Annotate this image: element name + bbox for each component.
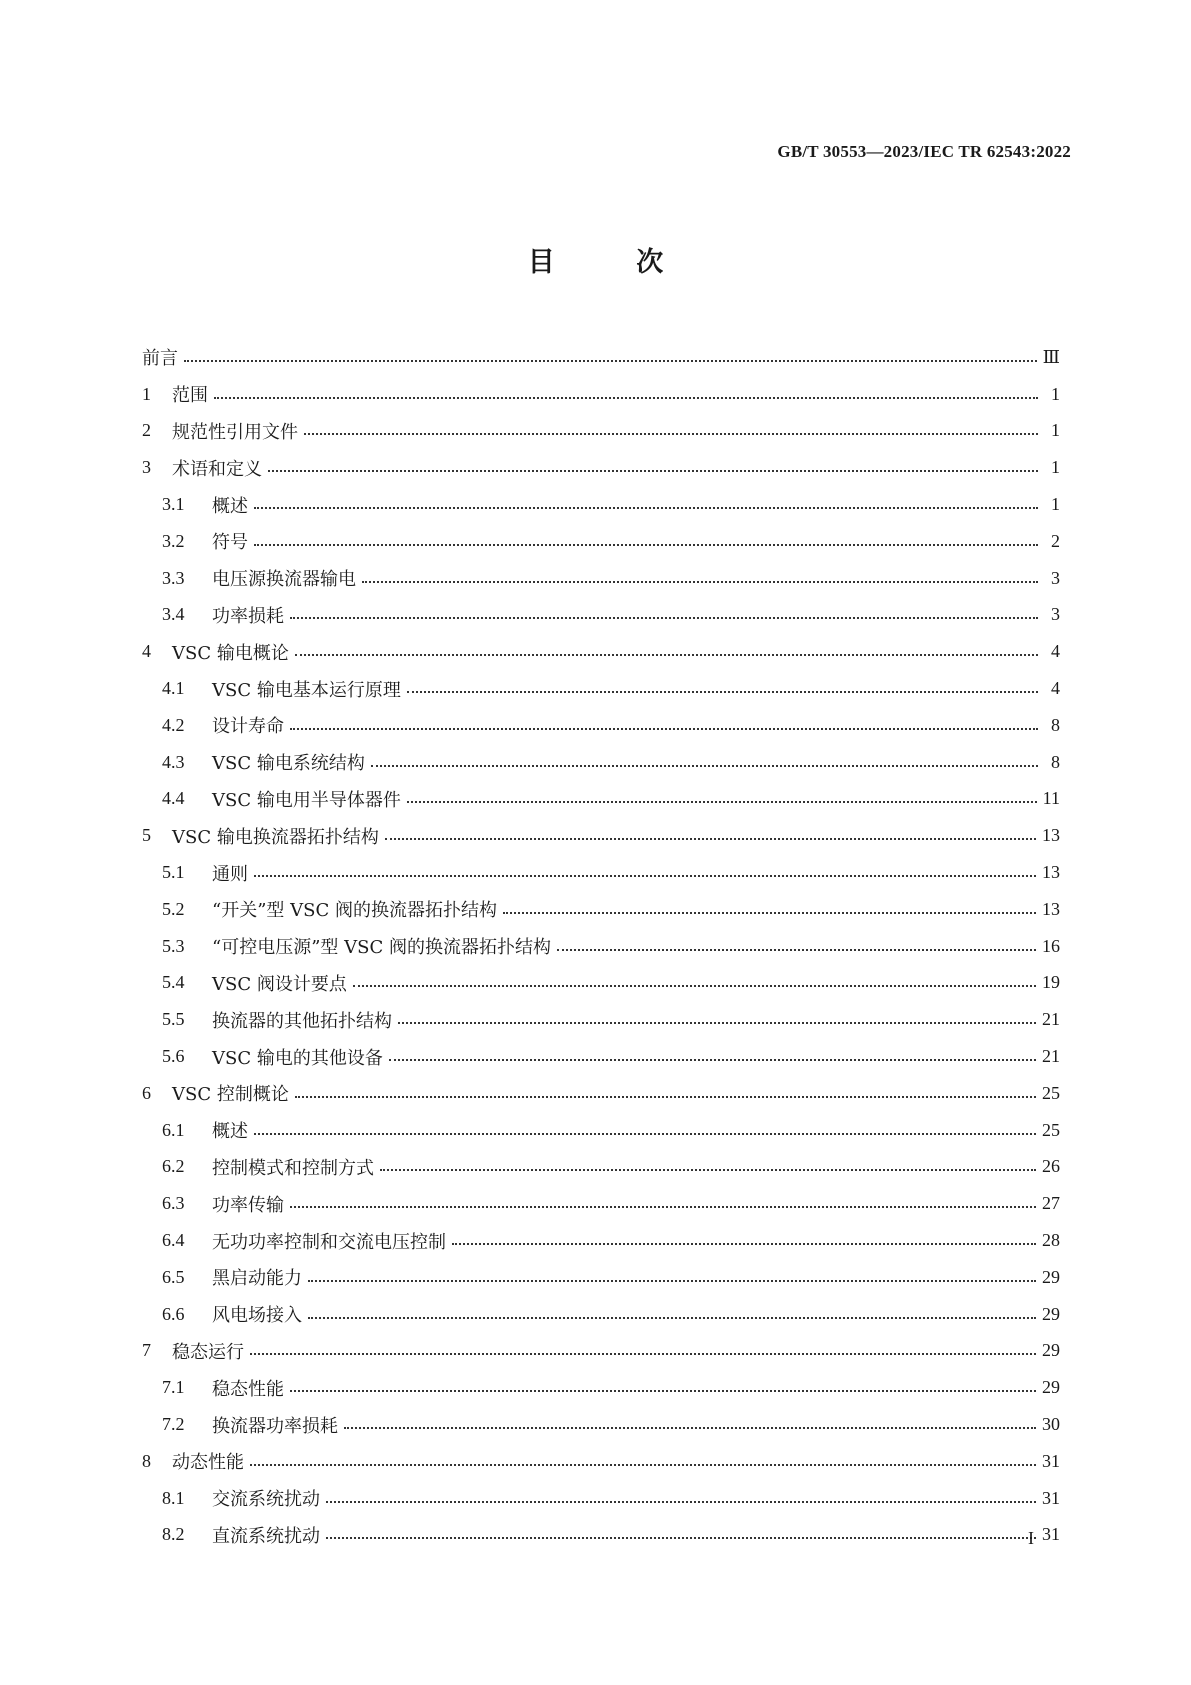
toc-entry-number: 3.1 (162, 494, 185, 515)
dot-leader (184, 359, 1037, 362)
toc-entry-page: 21 (1042, 1009, 1060, 1030)
toc-entry-number: 4.1 (162, 678, 185, 699)
dot-leader (353, 984, 1036, 987)
toc-entry-page: 4 (1051, 641, 1060, 662)
toc-entry-page: 31 (1042, 1524, 1060, 1545)
dot-leader (503, 911, 1036, 914)
toc-entry-page: 28 (1042, 1230, 1060, 1251)
dot-leader (362, 580, 1038, 583)
standard-code: GB/T 30553—2023/IEC TR 62543:2022 (777, 142, 1071, 161)
toc-entry-number: 6 (142, 1082, 151, 1103)
toc-entry[interactable] (142, 1038, 1060, 1075)
dot-leader (254, 1132, 1036, 1135)
toc-entry-label: VSC 输电的其他设备 (212, 1047, 383, 1069)
toc-entry-number: 6.3 (162, 1193, 185, 1214)
toc-entry-page: 30 (1042, 1414, 1060, 1434)
dot-leader (407, 800, 1037, 803)
dot-leader (304, 432, 1038, 435)
toc-entry-number: 6.6 (162, 1303, 185, 1324)
dot-leader (254, 506, 1038, 509)
toc-title (0, 240, 1191, 279)
toc-entry-label: VSC 输电换流器拓扑结构 (172, 826, 379, 848)
toc-entry-page: Ⅲ (1042, 346, 1060, 367)
toc-entry-page: 13 (1042, 825, 1060, 846)
toc-entry[interactable] (142, 744, 1060, 781)
toc-entry[interactable] (142, 1075, 1060, 1112)
toc-entry-page: 19 (1042, 972, 1060, 993)
dot-leader (371, 764, 1038, 767)
toc-title-char-1: 目 (527, 247, 555, 278)
dot-leader (380, 1168, 1036, 1171)
toc-entry-number: 4.2 (162, 714, 185, 735)
toc-entry-number: 6.2 (162, 1156, 185, 1177)
toc-entry-page: 29 (1042, 1340, 1060, 1361)
toc-entry-label: “可控电压源”型 VSC 阀的换流器拓扑结构 (212, 937, 551, 959)
toc-entry-label: 交流系统扰动 (212, 1489, 320, 1511)
toc-entry-number: 6.5 (162, 1266, 185, 1287)
toc-entry-number: 3.4 (162, 604, 185, 625)
toc-entry[interactable] (142, 965, 1060, 1002)
toc-entry-number: 8 (142, 1450, 151, 1471)
toc-entry[interactable] (142, 817, 1060, 854)
toc-entry-label: 黑启动能力 (212, 1268, 302, 1290)
toc-entry-label: 概述 (212, 1121, 248, 1143)
toc-entry-label: 概述 (212, 495, 248, 517)
dot-leader (326, 1536, 1036, 1539)
toc-entry-label: 无功功率控制和交流电压控制 (212, 1231, 446, 1253)
toc-entry-page: 4 (1051, 678, 1060, 699)
toc-entry-number: 8.2 (162, 1524, 185, 1545)
toc-entry-label: 功率损耗 (212, 605, 284, 627)
toc-entry[interactable] (142, 854, 1060, 891)
toc-entry-label: 设计寿命 (212, 716, 284, 738)
dot-leader (290, 616, 1038, 619)
dot-leader (295, 1095, 1036, 1098)
toc-entry-label: 稳态运行 (172, 1341, 244, 1363)
toc-entry-page: 13 (1042, 898, 1060, 919)
toc-entry-page: 25 (1042, 1119, 1060, 1140)
toc-entry[interactable] (142, 339, 1060, 376)
toc-entry-label: VSC 控制概论 (172, 1084, 289, 1106)
toc-entry-number: 7 (142, 1340, 151, 1361)
toc-entry-label: 稳态性能 (212, 1378, 284, 1400)
toc-entry[interactable] (142, 1149, 1060, 1186)
toc-entry-label: VSC 输电概论 (172, 642, 289, 664)
toc-entry-label: 风电场接入 (212, 1305, 302, 1327)
toc-entry-label: 控制模式和控制方式 (212, 1157, 374, 1179)
toc-entry[interactable] (142, 376, 1060, 413)
toc-entry[interactable] (142, 449, 1060, 486)
toc-entry[interactable] (142, 670, 1060, 707)
toc-entry-page: 29 (1042, 1303, 1060, 1324)
toc-entry-number: 4 (142, 641, 151, 662)
dot-leader (214, 396, 1038, 399)
dot-leader (389, 1058, 1036, 1061)
toc-entry-label: 规范性引用文件 (172, 421, 298, 443)
dot-leader (268, 469, 1038, 472)
toc-entry-page: 1 (1051, 420, 1060, 441)
toc-entry[interactable] (142, 1369, 1060, 1406)
toc-entry[interactable] (142, 1333, 1060, 1370)
toc-entry[interactable] (142, 1112, 1060, 1149)
dot-leader (290, 1205, 1036, 1208)
toc-entry-label: 通则 (212, 863, 248, 885)
toc-entry-page: 31 (1042, 1487, 1060, 1508)
toc-entry-label: VSC 输电基本运行原理 (212, 679, 401, 701)
dot-leader (295, 653, 1038, 656)
toc-entry[interactable] (142, 1480, 1060, 1517)
toc-entry[interactable] (142, 1296, 1060, 1333)
toc-entry-page: 26 (1042, 1156, 1060, 1177)
toc-entry[interactable] (142, 1443, 1060, 1480)
toc-entry-number: 3.3 (162, 567, 185, 588)
toc-entry-number: 4.3 (162, 751, 185, 772)
toc-entry-label: 功率传输 (212, 1194, 284, 1216)
dot-leader (344, 1426, 1036, 1429)
toc-entry-number: 5.1 (162, 862, 185, 883)
toc-entry-label: 电压源换流器输电 (212, 569, 356, 591)
toc-entry-page: 29 (1042, 1266, 1060, 1287)
toc-entry[interactable] (142, 1222, 1060, 1259)
toc-entry-label: 换流器的其他拓扑结构 (212, 1010, 392, 1032)
toc-entry-label: 范围 (172, 385, 208, 407)
toc-entry-page: 13 (1042, 862, 1060, 883)
toc-entry[interactable] (142, 597, 1060, 634)
toc-entry[interactable] (142, 1406, 1060, 1443)
toc-entry-number: 5.5 (162, 1009, 185, 1030)
toc-entry-page: 8 (1051, 751, 1060, 772)
toc-entry[interactable] (142, 707, 1060, 744)
toc-entry-number: 8.1 (162, 1487, 185, 1508)
toc-entry-page: 1 (1051, 457, 1060, 478)
dot-leader (250, 1352, 1036, 1355)
dot-leader (557, 948, 1036, 951)
toc-entry[interactable] (142, 1185, 1060, 1222)
toc-entry-number: 6.4 (162, 1230, 185, 1251)
toc-entry-page: 3 (1051, 567, 1060, 588)
toc-entry[interactable] (142, 928, 1060, 965)
dot-leader (308, 1316, 1036, 1319)
toc-title-char-2: 次 (636, 247, 664, 278)
toc-entry-label: 动态性能 (172, 1452, 244, 1474)
dot-leader (254, 874, 1036, 877)
toc-entry-label: VSC 输电系统结构 (212, 753, 365, 775)
toc-entry-page: 3 (1051, 604, 1060, 625)
dot-leader (385, 837, 1036, 840)
dot-leader (326, 1500, 1036, 1503)
toc-entry-page: 25 (1042, 1082, 1060, 1103)
toc-entry-label: “开关”型 VSC 阀的换流器拓扑结构 (212, 900, 497, 922)
toc-entry-page: 11 (1042, 788, 1060, 809)
toc-entry[interactable] (142, 781, 1060, 818)
toc-entry-label: 前言 (142, 348, 178, 370)
toc-entry-label: 术语和定义 (172, 458, 262, 480)
toc-entry-label: 直流系统扰动 (212, 1525, 320, 1547)
toc-entry-page: 29 (1042, 1377, 1060, 1398)
dot-leader (290, 727, 1038, 730)
toc-entry-page: 1 (1051, 383, 1060, 404)
toc-entry[interactable] (142, 1001, 1060, 1038)
footer-page-number: I (1028, 1528, 1034, 1548)
dot-leader (250, 1463, 1036, 1466)
toc-entry-page: 8 (1051, 714, 1060, 735)
toc-entry[interactable] (142, 633, 1060, 670)
toc-entry-number: 5.3 (162, 935, 185, 956)
toc-entry-label: 符号 (212, 532, 248, 554)
dot-leader (308, 1279, 1036, 1282)
toc-entry-page: 21 (1042, 1046, 1060, 1067)
table-of-contents (142, 339, 1060, 1553)
dot-leader (398, 1021, 1036, 1024)
toc-entry-number: 1 (142, 383, 151, 404)
toc-entry-label: 换流器功率损耗 (212, 1415, 338, 1437)
toc-entry-number: 5 (142, 825, 151, 846)
toc-entry-label: VSC 输电用半导体器件 (212, 789, 401, 811)
toc-entry-number: 5.2 (162, 898, 185, 919)
toc-entry-number: 7.1 (162, 1377, 185, 1398)
dot-leader (254, 543, 1038, 546)
toc-entry[interactable] (142, 413, 1060, 450)
toc-entry-label: VSC 阀设计要点 (212, 973, 347, 995)
toc-entry[interactable] (142, 523, 1060, 560)
toc-entry-number: 3.2 (162, 530, 185, 551)
toc-entry-number: 2 (142, 420, 151, 441)
toc-entry[interactable] (142, 1517, 1060, 1554)
dot-leader (290, 1389, 1036, 1392)
toc-entry-number: 6.1 (162, 1119, 185, 1140)
toc-entry[interactable] (142, 891, 1060, 928)
toc-entry-number: 4.4 (162, 788, 185, 809)
toc-entry-number: 5.6 (162, 1046, 185, 1067)
dot-leader (452, 1242, 1036, 1245)
toc-entry[interactable] (142, 560, 1060, 597)
toc-entry-page: 31 (1042, 1450, 1060, 1471)
toc-entry-number: 7.2 (162, 1414, 185, 1434)
toc-entry[interactable] (142, 1259, 1060, 1296)
toc-entry[interactable] (142, 486, 1060, 523)
toc-entry-page: 1 (1051, 494, 1060, 515)
toc-entry-number: 3 (142, 457, 151, 478)
toc-entry-page: 16 (1042, 935, 1060, 956)
toc-entry-page: 27 (1042, 1193, 1060, 1214)
toc-entry-number: 5.4 (162, 972, 185, 993)
dot-leader (407, 690, 1038, 693)
toc-entry-page: 2 (1051, 530, 1060, 551)
